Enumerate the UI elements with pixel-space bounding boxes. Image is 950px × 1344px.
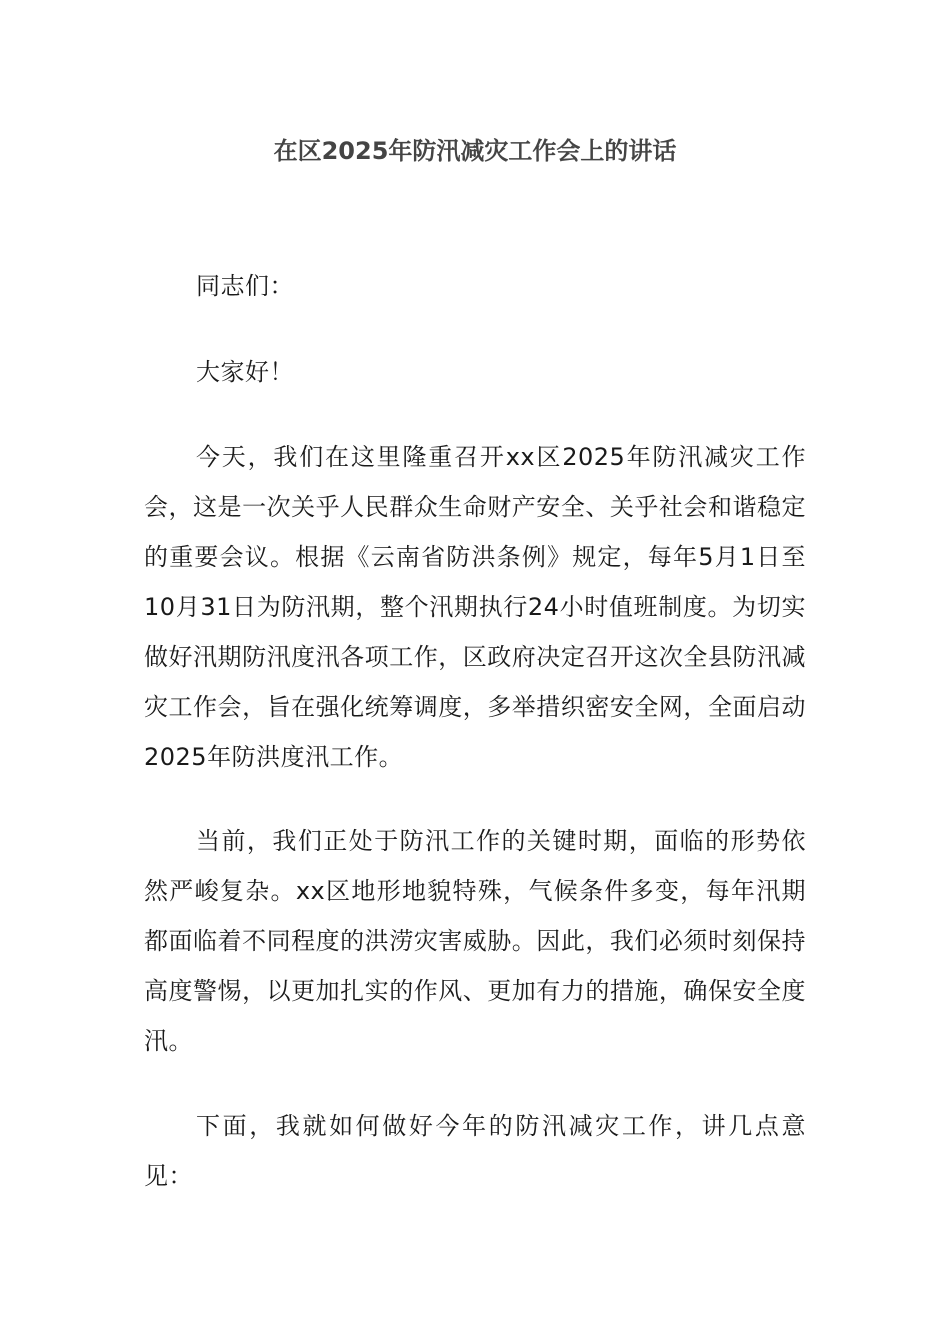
document-title: 在区2025年防汛减灾工作会上的讲话 — [273, 137, 677, 165]
paragraph-transition: 下面，我就如何做好今年的防汛减灾工作，讲几点意见： — [144, 1112, 806, 1190]
hello-line: 大家好！ — [196, 358, 294, 386]
paragraph-situation: 当前，我们正处于防汛工作的关键时期，面临的形势依然严峻复杂。xx区地形地貌特殊，气候条件多变，每年汛期都面临着不同程度的洪涝灾害威胁。因此，我们必须时刻保持高度警惕，以更加扎实的作风、更加有力的措施，确保安全度汛。 — [144, 827, 806, 1055]
paragraph-opening: 今天，我们在这里隆重召开xx区2025年防汛减灾工作会，这是一次关乎人民群众生命财产安全、关乎社会和谐稳定的重要会议。根据《云南省防洪条例》规定，每年5月1日至10月31日为防汛期，整个汛期执行24小时值班制度。为切实做好汛期防汛度汛各项工作，区政府决定召开这次全县防汛减灾工作会，旨在强化统筹调度，多举措织密安全网，全面启动2025年防洪度汛工作。 — [144, 443, 806, 771]
greeting-line: 同志们： — [196, 272, 294, 300]
